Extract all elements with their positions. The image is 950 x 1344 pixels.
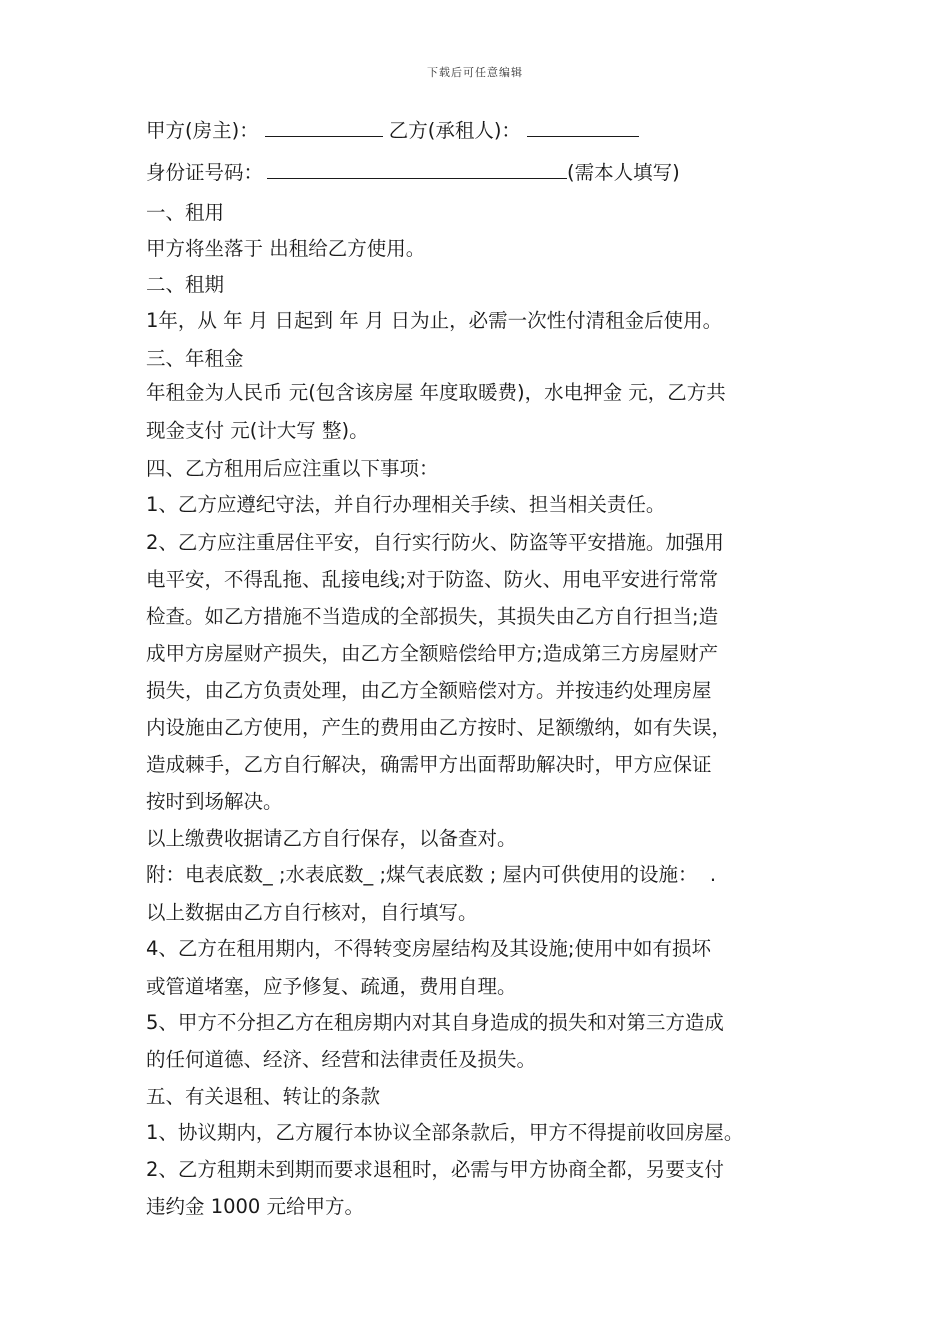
paragraph-line: 现金支付 元(计大写 整)。 [146,419,369,442]
section-title: 三、年租金 [146,347,244,370]
list-item: 4、乙方在租用期内，不得转变房屋结构及其设施;使用中如有损坏 [146,937,711,960]
party-a-label: 甲方(房主)： [146,119,259,142]
party-a-blank[interactable] [265,118,383,137]
section-title: 一、租用 [146,201,225,224]
id-blank[interactable] [267,160,567,179]
paragraph-line: 造成棘手，乙方自行解决，确需甲方出面帮助解决时，甲方应保证 [146,753,712,776]
id-note: (需本人填写) [567,161,680,184]
id-line [146,160,680,186]
party-line [146,118,639,144]
paragraph-line: 或管道堵塞，应予修复、疏通，费用自理。 [146,975,517,998]
paragraph-line: 损失，由乙方负责处理，由乙方全额赔偿对方。并按违约处理房屋 [146,679,712,702]
paragraph-line: 甲方将坐落于 出租给乙方使用。 [146,237,426,260]
paragraph-line: 以上数据由乙方自行核对，自行填写。 [146,901,478,924]
paragraph-line: 违约金 1000 元给甲方。 [146,1195,365,1218]
section-title: 二、租期 [146,273,225,296]
list-item: 1、协议期内，乙方履行本协议全部条款后，甲方不得提前收回房屋。 [146,1121,744,1144]
list-item: 2、乙方租期未到期而要求退租时，必需与甲方协商全都，另要支付 [146,1158,724,1181]
paragraph-line: 的任何道德、经济、经营和法律责任及损失。 [146,1048,537,1071]
paragraph-line: 内设施由乙方使用，产生的费用由乙方按时、足额缴纳，如有失误， [146,716,732,739]
list-item: 1、乙方应遵纪守法，并自行办理相关手续、担当相关责任。 [146,493,666,516]
paragraph-line: 按时到场解决。 [146,790,283,813]
section-title: 四、乙方租用后应注重以下事项： [146,457,439,480]
paragraph-line: 电平安，不得乱拖、乱接电线;对于防盗、防火、用电平安进行常常 [146,568,719,591]
party-b-blank[interactable] [527,118,639,137]
id-label: 身份证号码： [146,161,264,184]
paragraph-line: 1年，从 年 月 日起到 年 月 日为止，必需一次性付清租金后使用。 [146,309,723,332]
party-b-label: 乙方(承租人)： [388,119,521,142]
paragraph-line: 以上缴费收据请乙方自行保存，以备查对。 [146,827,517,850]
paragraph-line: 年租金为人民币 元(包含该房屋 年度取暖费)，水电押金 元，乙方共 [146,381,726,404]
paragraph-line: 附：电表底数_ ;水表底数_ ;煤气表底数 ; 屋内可供使用的设施： . [146,863,717,886]
page-header: 下载后可任意编辑 [427,66,523,79]
list-item: 5、甲方不分担乙方在租房期内对其自身造成的损失和对第三方造成 [146,1011,724,1034]
paragraph-line: 成甲方房屋财产损失，由乙方全额赔偿给甲方;造成第三方房屋财产 [146,642,719,665]
list-item: 2、乙方应注重居住平安，自行实行防火、防盗等平安措施。加强用 [146,531,724,554]
paragraph-line: 检查。如乙方措施不当造成的全部损失，其损失由乙方自行担当;造 [146,605,719,628]
section-title: 五、有关退租、转让的条款 [146,1085,381,1108]
